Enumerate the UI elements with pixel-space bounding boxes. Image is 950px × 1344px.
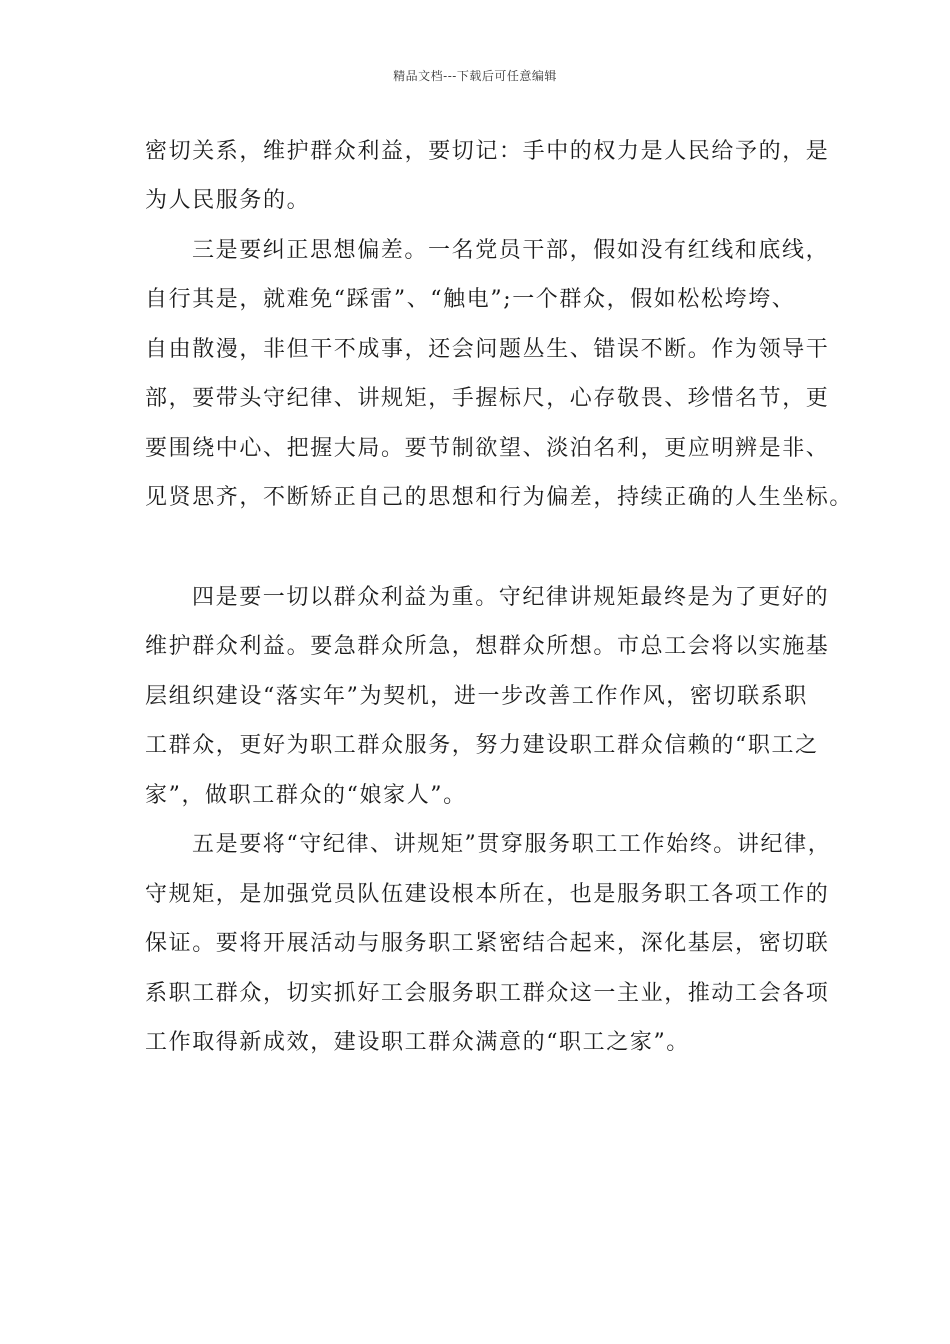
text-line: 保证。要将开展活动与服务职工紧密结合起来，深化基层，密切联 — [145, 931, 830, 956]
text-line: 家”，做职工群众的“娘家人”。 — [145, 783, 467, 808]
text-line: 密切关系，维护群众利益，要切记：手中的权力是人民给予的，是 — [145, 139, 830, 164]
text-line: 工群众，更好为职工群众服务，努力建设职工群众信赖的“职工之 — [145, 733, 819, 758]
text-line: 见贤思齐，不断矫正自己的思想和行为偏差，持续正确的人生坐标。 — [145, 485, 854, 510]
page-header: 精品文档---下载后可任意编辑 — [393, 69, 557, 83]
text-line: 四是要一切以群众利益为重。守纪律讲规矩最终是为了更好的 — [192, 585, 830, 610]
text-line: 维护群众利益。要急群众所急，想群众所想。市总工会将以实施基 — [145, 634, 830, 659]
text-line: 自由散漫，非但干不成事，还会问题丛生、错误不断。作为领导干 — [145, 337, 830, 362]
text-line: 守规矩，是加强党员队伍建设根本所在，也是服务职工各项工作的 — [145, 882, 830, 907]
text-line: 要围绕中心、把握大局。要节制欲望、淡泊名利，更应明辨是非、 — [145, 436, 830, 461]
text-line: 自行其是，就难免“踩雷”、“触电”;一个群众，假如松松垮垮、 — [145, 287, 796, 312]
text-line: 五是要将“守纪律、讲规矩”贯穿服务职工工作始终。讲纪律， — [192, 832, 832, 857]
text-line: 工作取得新成效，建设职工群众满意的“职工之家”。 — [145, 1030, 690, 1055]
text-line: 层组织建设“落实年”为契机，进一步改善工作作风，密切联系职 — [145, 684, 808, 709]
text-line: 为人民服务的。 — [145, 188, 311, 213]
text-line: 三是要纠正思想偏差。一名党员干部，假如没有红线和底线， — [192, 238, 830, 263]
text-line: 部，要带头守纪律、讲规矩，手握标尺，心存敬畏、珍惜名节，更 — [145, 386, 830, 411]
text-line: 系职工群众，切实抓好工会服务职工群众这一主业，推动工会各项 — [145, 981, 830, 1006]
